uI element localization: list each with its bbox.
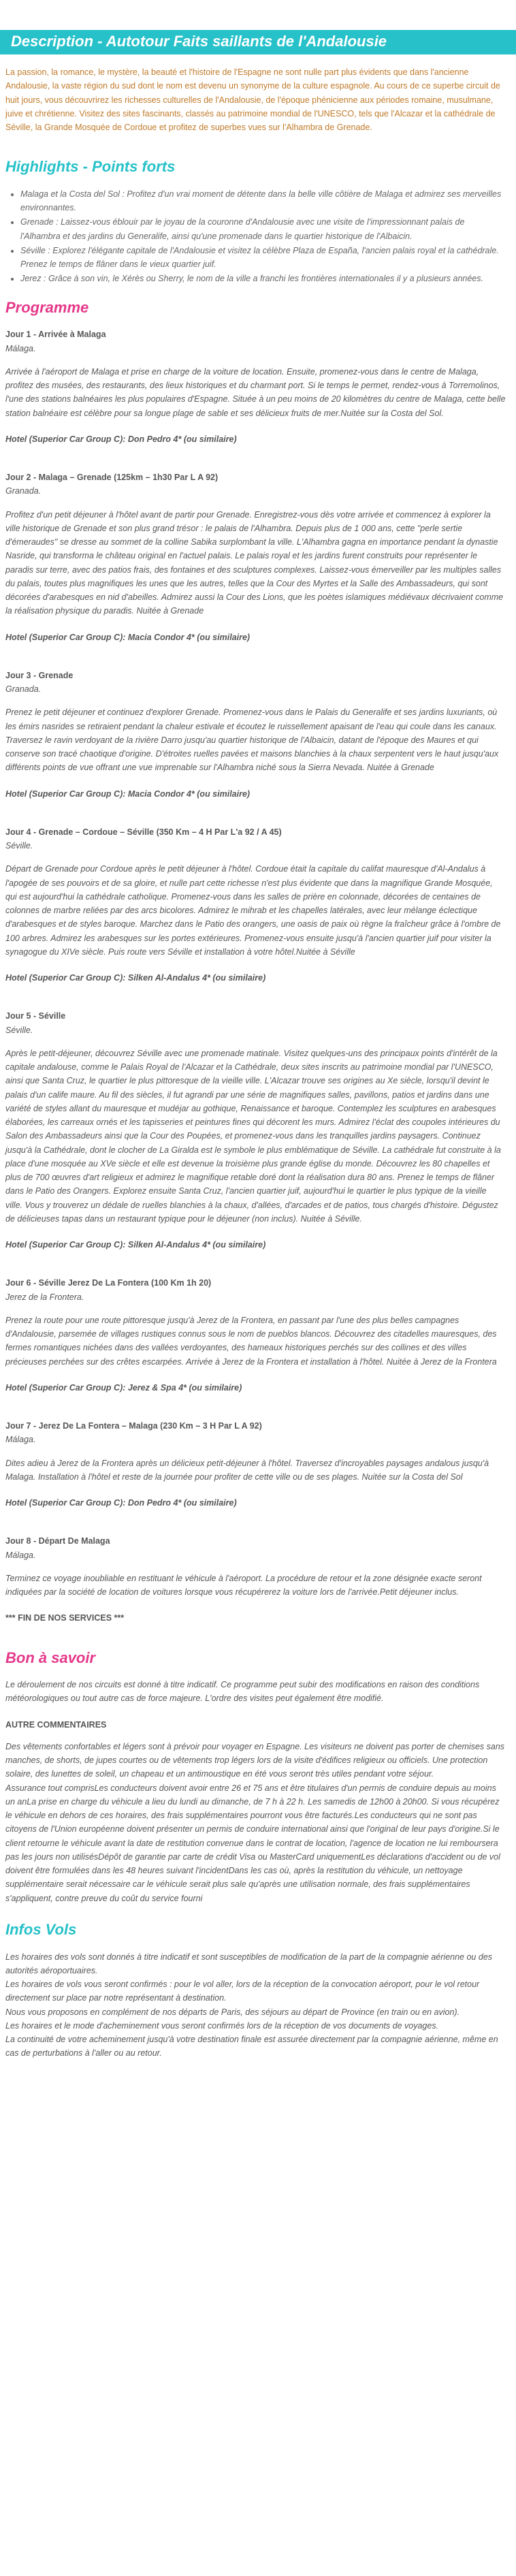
infos-vols-line: Les horaires et le mode d'acheminement vous seront confirmés lors de la réception de vos documents de voyages. <box>5 2020 439 2031</box>
infos-vols-lines <box>5 1950 506 2061</box>
infos-vols-line: Nous vous proposons en complément de nos départs de Paris, des séjours au départ de Province (en train ou en avion). <box>5 2007 460 2017</box>
day-text: Profitez d'un petit déjeuner à l'hôtel avant de partir pour Grenade. Enregistrez-vous dès votre arrivée et commencez à explorer la ville historique de Grenade et son plus grand trésor : le palais de l'Alhambra. Depuis plus de 1 000 ans, cette "perle sertie d'émeraudes" se dresse au sommet de la colline Sabika surplombant la ville. L'Alhambra gagna en importance pendant la dynastie Nasride, qui transforma le château original en l'actuel palais. Le palais royal et les jardins furent construits pour représenter le paradis sur terre, avec des patios frais, des fontaines et des sculptures complexes. Laissez-vous émerveiller par les multiples salles du palais, toutes plus magnifiques les unes que les autres, telles que la Cour des Myrtes et la Salle des Ambassadeurs, qui sont décorées d'arabesques en nid d'abeilles. Admirez aussi la Cour des Lions, que les poètes islamiques médiévaux décrivaient comme la réalisation physique du paradis. Nuitée à Grenade <box>5 509 504 616</box>
day-city: Jerez de la Frontera. <box>5 1292 84 1302</box>
day-title: Jour 1 - Arrivée à Malaga <box>5 330 106 340</box>
intro-text: La passion, la romance, le mystère, la beauté et l'histoire de l'Espagne ne sont nulle part plus évidents que dans l'ancienne Andalousie, la vaste région du sud dont le nom est devenu un synonyme de la culture espagnole. Au cours de ce superbe circuit de huit jours, vous découvrirez les richesses culturelles de l'Andalousie, de l'époque phénicienne aux périodes romaine, musulmane, juive et chrétienne. Visitez des sites fascinants, classés au patrimoine mondial de l'UNESCO, tels que l'Alcazar et la cathédrale de Séville, la Grande Mosquée de Cordoue et profitez de superbes vues sur l'Alhambra de Grenade. <box>5 67 500 132</box>
day-title: Jour 3 - Grenade <box>5 670 74 680</box>
day-city: Málaga. <box>5 1435 36 1445</box>
day-text: Prenez la route pour une route pittoresque jusqu'à Jerez de la Frontera, en passant par l'une des plus belles campagnes d'Andalousie, parsemée de villages rustiques connus sous le nom de pueblos blancos. Découvrez des citadelles mauresques, des fermes romantiques nichées dans des vallées verdoyantes, des hameaux historiques perchés sur des collines et des villes précieuses perchées sur des crêtes escarpées. Arrivée à Jerez de la Frontera et installation à l'hôtel. Nuitée à Jerez de la Frontera <box>5 1315 497 1367</box>
assurance-text: Assurance tout comprisLes conducteurs doivent avoir entre 26 et 75 ans et être titulaires d'un permis de conduire depuis au moins un anLa prise en charge du véhicule a lieu du lundi au dimanche, de 7 h à 22 h. Les samedis de 12h00 à 20h00. Si vous récupérez le véhicule en dehors de ces horaires, des frais supplémentaires pourront vous être facturés.Les conducteurs qui ne sont pas citoyens de l'Union européenne doivent présenter un permis de conduire international ainsi que l'original de leur pays d'origine.Si le client retourne le véhicule avant la date de restitution convenue dans le contrat de location, l'agence de location ne lui remboursera pas les jours non utilisésDépôt de garantie par carte de crédit Visa ou MasterCard uniquementLes déclarations d'accident ou de vol doivent être formulées dans les 48 heures suivant l'incidentDans les cas où, après la restitution du véhicule, un nettoyage supplémentaire serait nécessaire car le véhicule serait plus sale qu'après une utilisation normale, des frais supplémentaires s'appliquent, contre preuve du coût du service fourni <box>5 1783 500 1903</box>
day-text: Terminez ce voyage inoubliable en restituant le véhicule à l'aéroport. La procédure de retour et la zone désignée exacte seront indiquées par la société de location de voitures lorsque vous récupérerez la voiture lors de l'arrivée.Petit déjeuner inclus. <box>5 1573 482 1597</box>
day-hotel: Hotel (Superior Car Group C): Jerez & Spa 4* (ou similaire) <box>5 1382 242 1393</box>
day-block <box>5 669 506 801</box>
highlight-item: • Séville : Explorez l'élégante capitale de l'Andalousie et visitez la célèbre Plaza de España, l'ancien palais royal et la cathédrale. Prenez le temps de flâner dans le vieux quartier juif. <box>20 244 506 272</box>
day-hotel: Hotel (Superior Car Group C): Macia Condor 4* (ou similaire) <box>5 789 251 799</box>
highlight-item: • Jerez : Grâce à son vin, le Xérès ou Sherry, le nom de la ville a franchi les frontières internationales il y a plusieurs années. <box>20 272 506 285</box>
day-hotel: Hotel (Superior Car Group C): Don Pedro 4* (ou similaire) <box>5 1498 237 1508</box>
day-hotel: Hotel (Superior Car Group C): Macia Condor 4* (ou similaire) <box>5 632 251 642</box>
infos-vols-heading: Infos Vols <box>5 1920 77 1938</box>
end-of-services: *** FIN DE NOS SERVICES *** <box>5 1613 125 1623</box>
day-city: Séville. <box>5 841 33 850</box>
day-title: Jour 8 - Départ De Malaga <box>5 1536 110 1546</box>
day-title: Jour 5 - Séville <box>5 1011 66 1021</box>
day-text: Après le petit-déjeuner, découvrez Séville avec une promenade matinale. Visitez quelques-uns des principaux points d'intérêt de la capitale andalouse, comme le Palais Royal de l'Alcazar et la Cathédrale, deux sites inscrits au patrimoine mondial par l'UNESCO, ainsi que Santa Cruz, le quartier le plus pittoresque de la vieille ville. L'Alcazar trouve ses origines au Xe siècle, lorsqu'il devint le palais d'un calife maure. Au fil des siècles, il fut agrandi par une série de magnifiques salles, pavillons, patios et jardins dans une variété de styles allant du mauresque et mudéjar au gothique, Renaissance et baroque. Contemplez les sculptures en arabesques élaborées, les carreaux ornés et les tapisseries et peintures fines qui décorent les murs. Admirez l'éclat des coupoles intérieures du Salon des Ambassadeurs ainsi que la Cour des Poupées, et promenez-vous dans les tranquilles jardins paysagers. Continuez jusqu'à la Cathédrale, dont le clocher de La Giralda est le symbole le plus emblématique de Séville. La cathédrale fut construite à la place d'une mosquée au XVe siècle et elle est devenue la troisième plus grande église du monde. Découvrez les 80 chapelles et plus de 700 œuvres d'art religieux et admirez le magnifique retable doré dont la réalisation dura 80 ans. Prenez le temps de flâner dans le Patio des Orangers. Explorez ensuite Santa Cruz, l'ancien quartier juif, aujourd'hui le quartier le plus typique de la vieille ville. Vous y trouverez un dédale de ruelles blanchies à la chaux, d'allées, d'arcades et de patios, tous chargés d'histoire. Dégustez de délicieuses tapas dans un restaurant typique pour le déjeuner (non inclus). Nuitée à Séville. <box>5 1048 501 1224</box>
day-block <box>5 1276 506 1395</box>
day-title: Jour 7 - Jerez De La Fontera – Malaga (230 Km – 3 H Par L A 92) <box>5 1421 262 1431</box>
content <box>0 65 516 2061</box>
day-hotel: Hotel (Superior Car Group C): Silken Al-Andalus 4* (ou similaire) <box>5 973 266 983</box>
infos-vols-line: Les horaires de vols vous seront confirmés : pour le vol aller, lors de la réception de la convocation aéroport, pour le vol retour directement sur place par notre représentant à destination. <box>5 1979 480 2003</box>
day-block <box>5 1419 506 1510</box>
day-city: Séville. <box>5 1025 33 1035</box>
highlights-list <box>5 187 506 286</box>
highlight-item: • Grenade : Laissez-vous éblouir par le joyau de la couronne d'Andalousie avec une visite de l'impressionnant palais de l'Alhambra et des jardins du Generalife, ainsi qu'une promenade dans le quartier historique de l'Albaicin. <box>20 215 506 243</box>
day-block <box>5 825 506 985</box>
day-text: Arrivée à l'aéroport de Malaga et prise en charge de la voiture de location. Ensuite, promenez-vous dans le centre de Malaga, profitez des musées, des restaurants, des lieux historiques et du charmant port. Si le temps le permet, rendez-vous à Torremolinos, l'une des stations balnéaires les plus populaires d'Espagne. Située à un peu moins de 20 kilomètres du centre de Malaga, cette belle station balnéaire est célèbre pour sa longue plage de sable et ses délicieux fruits de mer.Nuitée sur la Costa del Sol. <box>5 366 506 418</box>
day-city: Granada. <box>5 486 42 496</box>
infos-vols-line: La continuité de votre acheminement jusqu'à votre destination finale est assurée directement par la compagnie aérienne, même en cas de perturbations à l'aller ou au retour. <box>5 2035 498 2058</box>
day-block <box>5 328 506 446</box>
programme-heading: Programme <box>5 298 89 316</box>
day-title: Jour 6 - Séville Jerez De La Fontera (100 Km 1h 20) <box>5 1278 212 1288</box>
highlights-heading: Highlights - Points forts <box>5 158 176 176</box>
day-title: Jour 4 - Grenade – Cordoue – Séville (350 Km – 4 H Par L'a 92 / A 45) <box>5 827 282 837</box>
day-city: Málaga. <box>5 1550 36 1560</box>
bon-a-savoir-text: Le déroulement de nos circuits est donné à titre indicatif. Ce programme peut subir des modifications en raison des conditions météorologiques ou tout autre cas de force majeure. L'ordre des visites peut également être modifié. <box>5 1680 480 1704</box>
day-block <box>5 1534 506 1599</box>
day-city: Málaga. <box>5 343 36 353</box>
day-city: Granada. <box>5 684 42 694</box>
day-block <box>5 471 506 644</box>
highlight-item: • Malaga et la Costa del Sol : Profitez d'un vrai moment de détente dans la belle ville côtière de Malaga et admirez ses merveilles environnantes. <box>20 187 506 215</box>
day-hotel: Hotel (Superior Car Group C): Don Pedro 4* (ou similaire) <box>5 434 237 444</box>
autres-commentaires-heading: AUTRE COMMENTAIRES <box>5 1719 107 1730</box>
day-title: Jour 2 - Malaga – Grenade (125km – 1h30 Par L A 92) <box>5 473 219 482</box>
day-text: Départ de Grenade pour Cordoue après le petit déjeuner à l'hôtel. Cordoue était la capitale du califat mauresque d'Al-Andalus à l'apogée de ses pouvoirs et de sa gloire, et nulle part cette richesse n'est plus évidente que dans la magnifique Grande Mosquée, qui est aujourd'hui la cathédrale catholique. Promenez-vous dans les salles de prière en colonnade, décorées de centaines de colonnes de marbre reliées par des arcs bicolores. Admirez le mihrab et les chapelles latérales, avec leur mélange éclectique d'arabesques et de styles baroque. Marchez dans le Patio des orangers, une oasis de paix où règne la fraîcheur grâce à l'ombre de 100 arbres. Admirez les arabesques sur les portes extérieures. Promenez-vous ensuite jusqu'à l'ancien quartier juif pour visiter la synagogue du XIVe siècle. Puis route vers Séville et installation à votre hôtel.Nuitée à Séville <box>5 864 501 957</box>
bon-a-savoir-heading: Bon à savoir <box>5 1649 96 1666</box>
description-banner: Description - Autotour Faits saillants de l'Andalousie <box>0 30 516 54</box>
day-text: Prenez le petit déjeuner et continuez d'explorer Grenade. Promenez-vous dans le Palais du Generalife et ses jardins luxuriants, où les émirs nasrides se retiraient pendant la chaleur estivale et écoutez le ruissellement apaisant de l'eau qui coule dans les canaux. Traversez le ravin verdoyant de la rivière Darro jusqu'au quartier historique de l'Albaicin, datant de l'époque des Maures et qui conserve son tracé chaotique d'origine. D'étroites ruelles pavées et maisons blanchies à la chaux serpentent vers le haut jusqu'aux différents points de vue offrant une vue imprenable sur l'Alhambra niché sous la Sierra Nevada. Nuitée à Grenade <box>5 707 499 773</box>
infos-vols-line: Les horaires des vols sont donnés à titre indicatif et sont susceptibles de modification de la part de la compagnie aérienne ou des autorités aéroportuaires. <box>5 1952 493 1975</box>
day-text: Dites adieu à Jerez de la Frontera après un délicieux petit-déjeuner à l'hôtel. Traversez d'incroyables paysages andalous jusqu'à Malaga. Installation à l'hôtel et reste de la journée pour profiter de cette ville ou de ses plages. Nuitée sur la Costa del Sol <box>5 1458 489 1482</box>
day-hotel: Hotel (Superior Car Group C): Silken Al-Andalus 4* (ou similaire) <box>5 1240 266 1250</box>
autres-commentaires-text: Des vêtements confortables et légers sont à prévoir pour voyager en Espagne. Les visiteurs ne doivent pas porter de chemises sans manches, de shorts, de jupes courtes ou de vêtements trop légers lors de la visite d'édifices religieux ou officiels. Une protection solaire, des lunettes de soleil, un chapeau et un antimoustique en été vous seront très utiles pendant votre séjour. <box>5 1741 505 1779</box>
day-block <box>5 1009 506 1252</box>
